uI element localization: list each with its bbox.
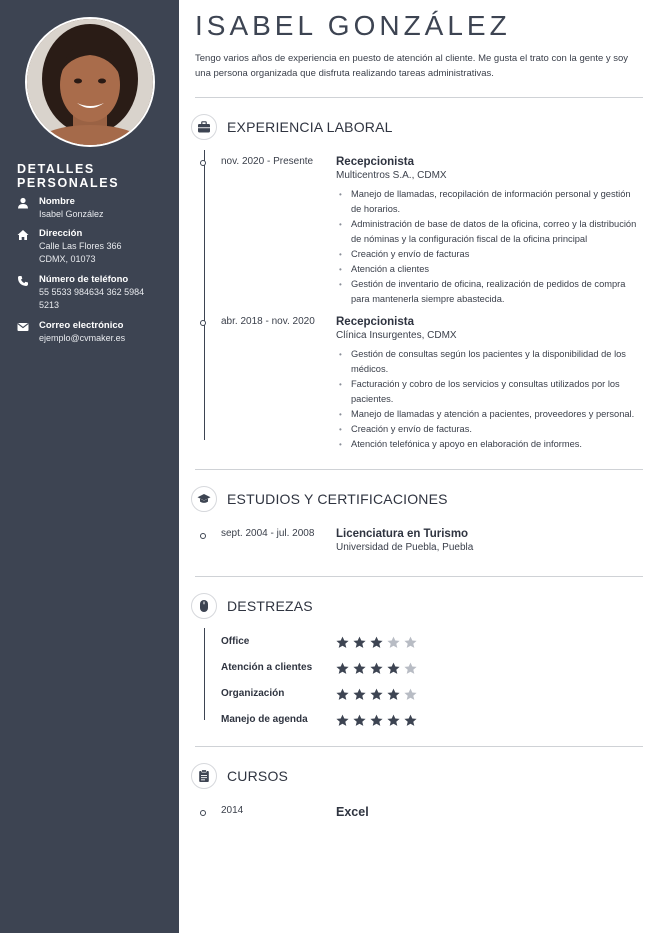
detail-phone	[17, 274, 167, 312]
detail-value: Calle Las Flores 366 CDMX, 01073	[39, 241, 122, 264]
graduation-cap-icon	[197, 492, 211, 506]
star-filled-icon	[387, 714, 400, 727]
timeline-dot	[200, 533, 206, 539]
job-company: Clínica Insurgentes, CDMX	[336, 330, 457, 341]
skill-rating	[336, 714, 421, 730]
star-empty-icon	[404, 662, 417, 675]
detail-label: Correo electrónico	[39, 320, 124, 331]
skills-section-icon	[191, 593, 217, 619]
divider	[195, 469, 643, 470]
timeline-dot	[200, 320, 206, 326]
star-filled-icon	[336, 714, 349, 727]
school-name: Universidad de Puebla, Puebla	[336, 542, 474, 553]
divider	[195, 97, 643, 98]
mouse-icon	[197, 599, 211, 613]
detail-label: Nombre	[39, 196, 75, 207]
star-filled-icon	[353, 662, 366, 675]
divider	[195, 576, 643, 577]
star-filled-icon	[370, 688, 383, 701]
profile-photo	[25, 17, 155, 147]
star-filled-icon	[404, 714, 417, 727]
experience-heading: EXPERIENCIA LABORAL	[227, 119, 393, 135]
star-filled-icon	[387, 688, 400, 701]
list-item: • Atención telefónica y apoyo en elaboración de informes.	[336, 437, 641, 452]
mail-icon	[17, 321, 29, 333]
phone-icon	[17, 275, 29, 287]
star-filled-icon	[387, 662, 400, 675]
detail-value: Isabel González	[39, 209, 104, 219]
list-item: • Atención a clientes	[336, 262, 641, 277]
skill-rating	[336, 636, 421, 652]
courses-section-icon	[191, 763, 217, 789]
skill-name: Office	[221, 636, 250, 647]
briefcase-icon	[197, 120, 211, 134]
star-empty-icon	[387, 636, 400, 649]
courses-heading: CURSOS	[227, 768, 289, 784]
star-filled-icon	[370, 636, 383, 649]
list-item: • Manejo de llamadas y atención a pacientes, proveedores y personal.	[336, 407, 641, 422]
star-empty-icon	[404, 688, 417, 701]
education-heading: ESTUDIOS Y CERTIFICACIONES	[227, 491, 448, 507]
job-company: Multicentros S.A., CDMX	[336, 170, 447, 181]
star-filled-icon	[353, 688, 366, 701]
list-item: • Creación y envío de facturas	[336, 247, 641, 262]
list-item: • Gestión de consultas según los pacientes y la disponibilidad de los médicos.	[336, 347, 641, 377]
star-filled-icon	[353, 636, 366, 649]
job-title: Recepcionista	[336, 156, 414, 168]
skill-name: Organización	[221, 688, 285, 699]
detail-value: 55 5533 984634 362 5984 5213	[39, 287, 145, 310]
detail-address	[17, 228, 167, 266]
star-empty-icon	[404, 636, 417, 649]
timeline-line	[204, 628, 205, 720]
star-filled-icon	[336, 636, 349, 649]
candidate-name: ISABEL GONZÁLEZ	[195, 10, 511, 41]
timeline-dot	[200, 160, 206, 166]
star-filled-icon	[370, 662, 383, 675]
degree-title: Licenciatura en Turismo	[336, 528, 469, 540]
education-date: sept. 2004 - jul. 2008	[221, 528, 315, 539]
star-filled-icon	[353, 714, 366, 727]
experience-section-icon	[191, 114, 217, 140]
detail-email	[17, 320, 167, 345]
list-item: • Gestión de inventario de oficina, realización de pedidos de compra para mantenerla siempre abastecida.	[336, 277, 641, 307]
star-filled-icon	[336, 662, 349, 675]
job-duties	[336, 187, 641, 307]
detail-name	[17, 196, 167, 221]
course-title: Excel	[336, 805, 369, 819]
education-section-icon	[191, 486, 217, 512]
star-filled-icon	[336, 688, 349, 701]
list-item: • Manejo de llamadas, recopilación de información personal y gestión de horarios.	[336, 187, 641, 217]
skills-heading: DESTREZAS	[227, 598, 313, 614]
list-item: • Facturación y cobro de los servicios y consultas utilizados por los pacientes.	[336, 377, 641, 407]
job-date: nov. 2020 - Presente	[221, 156, 314, 167]
detail-label: Dirección	[39, 228, 83, 239]
detail-label: Número de teléfono	[39, 274, 129, 285]
list-item: • Creación y envío de facturas.	[336, 422, 641, 437]
skill-rating	[336, 662, 421, 678]
job-date: abr. 2018 - nov. 2020	[221, 316, 315, 327]
personal-details-heading: DETALLES PERSONALES	[17, 162, 120, 190]
skill-rating	[336, 688, 421, 704]
timeline-dot	[200, 810, 206, 816]
person-icon	[17, 197, 29, 209]
sidebar	[0, 0, 179, 933]
list-item: • Administración de base de datos de la oficina, correo y la distribución de nóminas y la configuración fiscal de la oficina principal	[336, 217, 641, 247]
home-icon	[17, 229, 29, 241]
clipboard-icon	[197, 769, 211, 783]
job-duties	[336, 347, 641, 452]
detail-value: ejemplo@cvmaker.es	[39, 333, 126, 343]
divider	[195, 746, 643, 747]
job-title: Recepcionista	[336, 316, 414, 328]
profile-summary: Tengo varios años de experiencia en puesto de atención al cliente. Me gusta el trato con la gente y soy una persona organizada que disfruta realizando tareas administrativas.	[195, 53, 629, 79]
course-date: 2014	[221, 805, 244, 816]
star-filled-icon	[370, 714, 383, 727]
timeline-line	[204, 150, 205, 440]
skill-name: Atención a clientes	[221, 662, 313, 673]
skill-name: Manejo de agenda	[221, 714, 308, 725]
